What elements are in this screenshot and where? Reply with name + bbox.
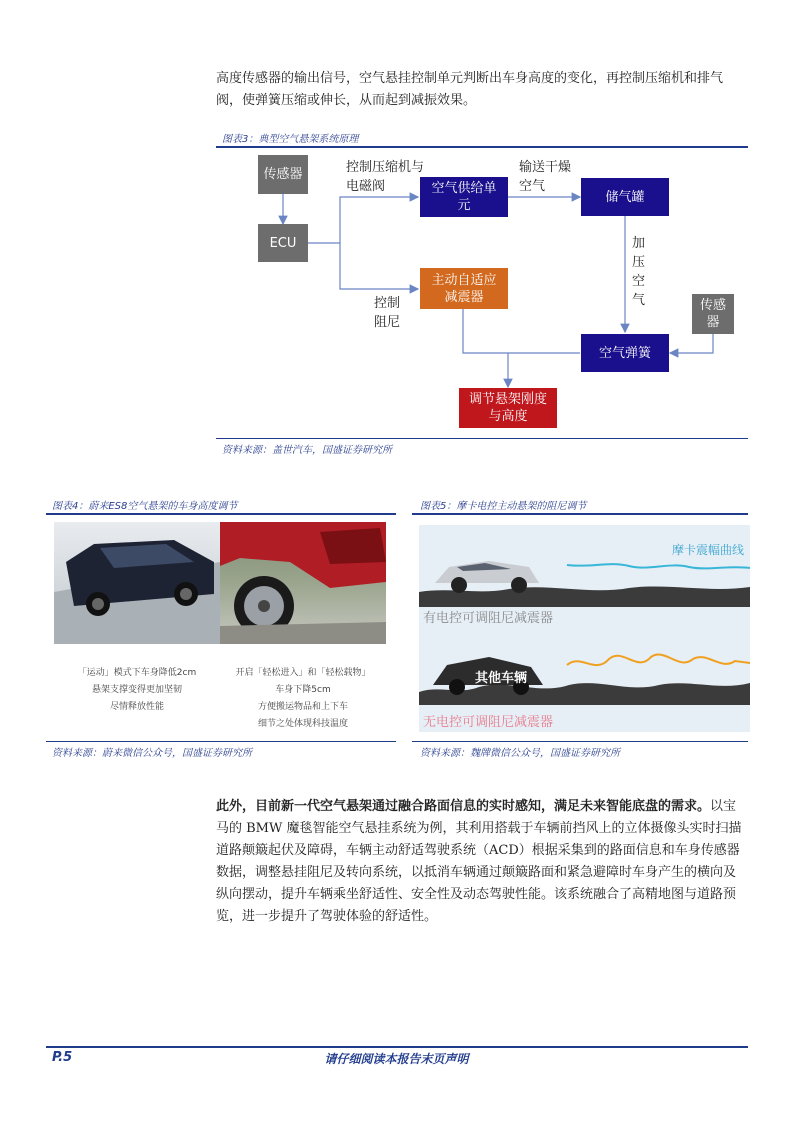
air-supply-box: 空气供给单元 [420, 177, 508, 217]
es8-right-line-1: 开启「轻松进入」和「轻松载物」 [235, 668, 371, 678]
es8-right-line-2: 车身下降5cm [275, 685, 331, 695]
body-lead-bold: 此外，目前新一代空气悬架通过融合路面信息的实时感知，满足未来智能底盘的需求。 [216, 799, 711, 814]
page-number: P.5 [52, 1050, 73, 1065]
fig4-source: 资料来源：蔚来微信公众号，国盛证券研究所 [52, 748, 252, 759]
ecu-box: ECU [258, 224, 308, 262]
damper-box: 主动自适应减震器 [420, 268, 508, 309]
es8-sport-photo [54, 522, 220, 644]
label-pressurized-air: 加压空气 [632, 236, 646, 308]
fig5-top-rule [412, 513, 748, 515]
adjust-box: 调节悬架刚度与高度 [459, 388, 557, 428]
curve-label: 摩卡震幅曲线 [671, 543, 744, 557]
fig3-bottom-rule [216, 438, 748, 439]
air-spring-box: 空气弹簧 [581, 334, 669, 372]
without-damper-label: 无电控可调阻尼减震器 [423, 715, 554, 730]
intro-paragraph: 高度传感器的输出信号，空气悬挂控制单元判断出车身高度的变化，再控制压缩机和排气阀，使弹簧压缩或伸长，从而起到减振效果。 [216, 71, 724, 108]
with-damper-label: 有电控可调阻尼减震器 [423, 611, 554, 626]
tank-box: 储气罐 [581, 178, 669, 216]
fig4-top-rule [46, 513, 396, 515]
es8-left-line-3: 尽情释放性能 [109, 702, 164, 712]
body-text: 以宝马的 BMW 魔毯智能空气悬挂系统为例，其利用搭载于车辆前挡风上的立体摄像头实时扫描道路颠簸起伏及障碍，车辆主动舒适驾驶系统（ACD）根据采集到的路面信息和车身传感器数据，调整悬挂阻尼及转向系统，以抵消车辆通过颠簸路面和紧急避障时车身产生的横向及纵向摆动，提升车辆乘坐舒适性、安全性及动态驾驶性能。该系统融合了高精地图与道路预览，进一步提升了驾驶体验的舒适性。 [216, 799, 742, 924]
fig5-caption: 图表5：摩卡电控主动悬架的阻尼调节 [420, 501, 587, 512]
es8-right-line-4: 细节之处体现科技温度 [257, 719, 348, 729]
mocha-damping-graphic [419, 525, 750, 732]
es8-right-line-3: 方便搬运物品和上下车 [257, 702, 348, 712]
other-vehicle-label: 其他车辆 [475, 671, 528, 686]
footer-notice: 请仔细阅读本报告末页声明 [324, 1052, 469, 1066]
label-deliver-dry-air: 输送干燥空气 [519, 160, 572, 194]
label-control-compressor: 控制压缩机与电磁阀 [346, 160, 425, 194]
footer-rule [46, 1046, 748, 1048]
fig3-caption: 图表3：典型空气悬架系统原理 [222, 134, 359, 145]
fig5-source: 资料来源：魏牌微信公众号，国盛证券研究所 [420, 748, 620, 759]
fig4-caption: 图表4：蔚来ES8空气悬架的车身高度调节 [52, 501, 238, 512]
fig3-source: 资料来源：盖世汽车，国盛证券研究所 [222, 445, 392, 456]
label-control-damping: 控制阻尼 [374, 296, 401, 330]
es8-left-line-2: 悬架支撑变得更加坚韧 [91, 685, 182, 695]
es8-load-photo [220, 522, 386, 644]
sensor-box-1: 传感器 [258, 155, 308, 194]
es8-left-line-1: 「运动」模式下车身降低2cm [77, 668, 197, 678]
body-paragraph [216, 796, 748, 928]
fig4-bottom-rule [46, 741, 396, 742]
sensor-box-2: 传感器 [692, 294, 734, 334]
fig5-bottom-rule [412, 741, 748, 742]
